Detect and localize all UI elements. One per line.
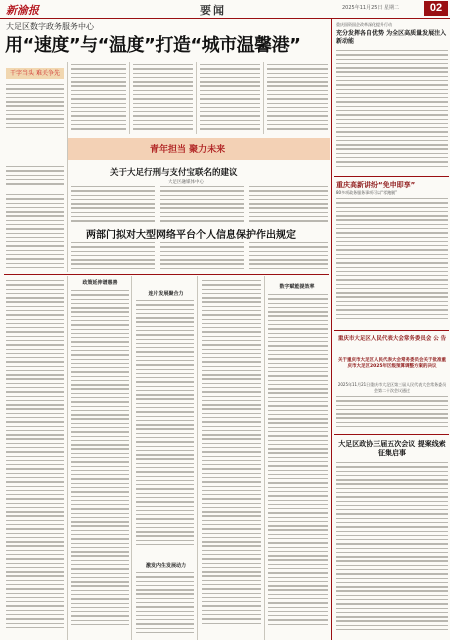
text-column xyxy=(160,242,244,272)
sidebar-subhead-2: 80多项政务服务事项可以“零跑腿” xyxy=(336,190,398,195)
text-column xyxy=(133,64,193,134)
sidebar-divider xyxy=(334,330,449,331)
text-column xyxy=(249,186,328,226)
text-column xyxy=(71,242,155,272)
column-rule xyxy=(264,276,265,640)
text-column xyxy=(136,300,194,558)
sidebar-kicker: 重庆国资国企改革深化提升行动 xyxy=(336,22,392,27)
story-kicker: 大足区数字政务服务中心 xyxy=(6,22,94,31)
text-column xyxy=(71,290,129,638)
sidebar-divider xyxy=(334,176,449,177)
text-column xyxy=(336,198,448,328)
text-column xyxy=(71,64,126,134)
text-column xyxy=(6,194,64,272)
text-column xyxy=(200,64,260,134)
text-column xyxy=(336,462,448,638)
column-rule xyxy=(129,62,130,134)
column-rule xyxy=(131,276,132,640)
text-column xyxy=(336,396,448,434)
text-column xyxy=(267,64,328,134)
text-column xyxy=(6,84,64,130)
text-column xyxy=(71,186,155,226)
main-headline: 用“速度”与“温度”打造“城市温馨港” xyxy=(5,35,301,56)
slogan-banner: 干字当头 难关争先 xyxy=(6,68,64,79)
sidebar-headline-3: 大足区政协三届五次会议 提案线索征集启事 xyxy=(338,440,446,457)
column-rule xyxy=(67,62,68,272)
subhead: 激发内生发展动力 xyxy=(145,563,186,569)
subhead: 连片发展聚合力 xyxy=(148,291,184,297)
page-number-badge: 02 xyxy=(424,1,448,16)
newspaper-logo: 新渝报 xyxy=(6,4,39,17)
section-title: 要闻 xyxy=(200,4,226,17)
text-column xyxy=(268,294,328,638)
photo-banner-text: 青年担当 聚力未来 xyxy=(150,145,226,155)
subhead: 数字赋能提效率 xyxy=(279,284,315,290)
issue-date: 2025年11月25日 星期二 xyxy=(342,5,400,11)
text-column xyxy=(6,166,64,190)
text-column xyxy=(136,572,194,638)
story2-byline: 大足区融媒体中心 xyxy=(168,180,204,185)
section-divider xyxy=(4,274,329,275)
column-rule xyxy=(263,62,264,134)
column-rule xyxy=(67,276,68,640)
sidebar-divider xyxy=(334,434,449,435)
column-rule xyxy=(197,276,198,640)
notice-title: 重庆市大足区人民代表大会常务委员会 公 告 xyxy=(337,336,447,342)
text-column xyxy=(6,280,64,638)
text-column xyxy=(160,186,244,226)
sidebar-headline-1: 充分发挥各自优势 为全区高质量发展注入新动能 xyxy=(336,30,447,45)
column-rule xyxy=(196,62,197,134)
notice-date: 2025年11月21日重庆市大足区第三届人民代表大会常务委员会第二十次会议通过 xyxy=(337,382,447,393)
sidebar-rule xyxy=(331,18,332,640)
sidebar-headline-2: 重庆高新讲纷“免申即享” xyxy=(336,181,416,189)
text-column xyxy=(202,280,261,638)
story3-headline: 两部门拟对大型网络平台个人信息保护作出规定 xyxy=(86,230,296,241)
text-column xyxy=(336,50,448,175)
notice-subtitle: 关于重庆市大足区人民代表大会常务委员会关于批准重庆市大足区2025年区级预算调整方案的决议 xyxy=(338,358,446,369)
story2-headline: 关于大足行刑与支付宝联名的建议 xyxy=(110,168,238,178)
text-column xyxy=(249,242,328,272)
subhead: 政策延伸谱惠善 xyxy=(82,280,118,286)
